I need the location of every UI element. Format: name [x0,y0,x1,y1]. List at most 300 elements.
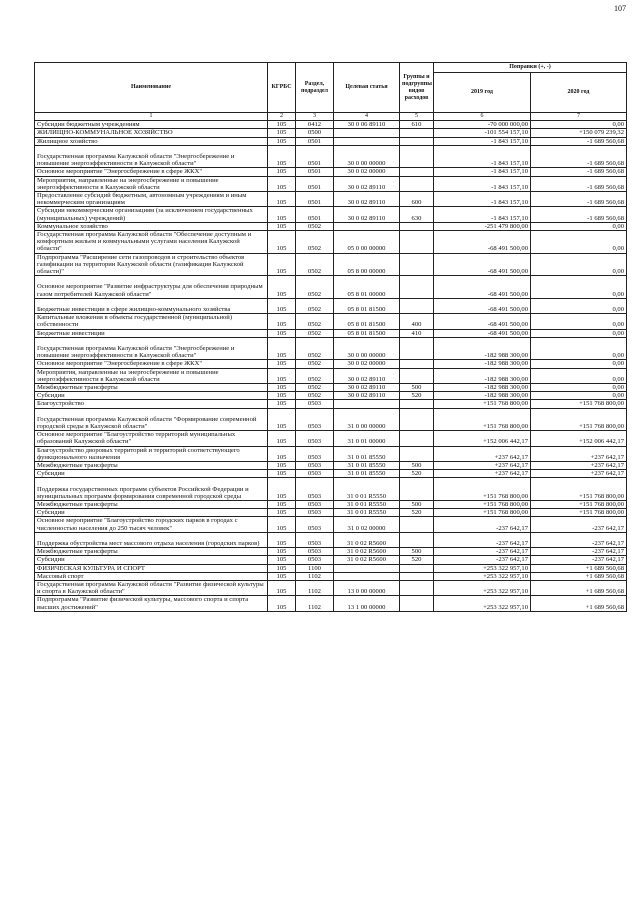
row-name: Субсидии [35,392,268,400]
row-razdel: 0503 [296,548,334,556]
row-amount-2019: +237 642,17 [434,462,531,470]
table-row [35,231,627,254]
row-target: 30 0 02 89110 [334,207,400,222]
row-target: 30 0 02 89110 [334,192,400,207]
row-amount-2019: -1 843 157,10 [434,145,531,168]
row-amount-2020: +151 768 800,00 [531,501,627,509]
row-kgrbs: 105 [268,408,296,431]
row-kgrbs: 105 [268,129,296,137]
row-group [400,408,434,431]
row-kgrbs: 105 [268,207,296,222]
row-target: 30 0 02 00000 [334,168,400,176]
row-amount-2019: -237 642,17 [434,532,531,547]
row-kgrbs: 105 [268,581,296,596]
row-razdel: 0502 [296,222,334,230]
row-amount-2019: +151 768 800,00 [434,408,531,431]
row-target: 13 0 00 00000 [334,581,400,596]
row-razdel: 0500 [296,129,334,137]
table-row [35,509,627,517]
row-target: 30 0 02 89110 [334,176,400,191]
table-row [35,314,627,329]
table-row [35,121,627,129]
row-target: 30 0 00 00000 [334,337,400,360]
row-amount-2020: 0,00 [531,360,627,368]
row-name: Жилищное хозяйство [35,137,268,145]
column-index: 6 [434,113,531,121]
row-kgrbs: 105 [268,145,296,168]
row-group [400,231,434,254]
row-kgrbs: 105 [268,253,296,276]
row-amount-2020: -1 689 560,68 [531,168,627,176]
row-amount-2019: +151 768 800,00 [434,509,531,517]
row-amount-2019: -182 988 300,00 [434,392,531,400]
column-index: 4 [334,113,400,121]
row-target: 31 0 01 85550 [334,462,400,470]
row-amount-2020: 0,00 [531,121,627,129]
column-index-row [35,113,627,121]
table-row [35,253,627,276]
row-razdel: 0502 [296,337,334,360]
row-target: 05 8 01 00000 [334,276,400,299]
row-group: 400 [400,314,434,329]
row-razdel: 0502 [296,276,334,299]
table-row [35,384,627,392]
row-amount-2019: -68 491 500,00 [434,253,531,276]
row-razdel: 0501 [296,192,334,207]
row-target [334,137,400,145]
row-name: Государственная программа Калужской области "Энергосбережение и повышение энергоэффективности в Калужской области" [35,337,268,360]
row-target: 05 8 01 81500 [334,329,400,337]
row-name: Массовый спорт [35,572,268,580]
row-group [400,129,434,137]
row-kgrbs: 105 [268,222,296,230]
row-name: Бюджетные инвестиции в сфере жилищно-коммунального хозяйства [35,298,268,313]
row-kgrbs: 105 [268,556,296,564]
row-razdel: 0503 [296,408,334,431]
table-row [35,564,627,572]
row-name: Подпрограмма "Развитие физической культуры, массового спорта и спорта высших достижений" [35,596,268,611]
row-razdel: 0501 [296,145,334,168]
row-amount-2020: +151 768 800,00 [531,478,627,501]
row-group [400,168,434,176]
row-amount-2020: +150 079 239,32 [531,129,627,137]
row-razdel: 0503 [296,478,334,501]
row-target: 05 8 01 81500 [334,314,400,329]
row-target: 30 0 00 00000 [334,145,400,168]
row-amount-2020: 0,00 [531,276,627,299]
row-group [400,517,434,532]
row-kgrbs: 105 [268,329,296,337]
row-kgrbs: 105 [268,176,296,191]
column-index: 3 [296,113,334,121]
table-row [35,431,627,446]
header-target: Целевая статья [334,63,400,113]
row-razdel: 1102 [296,596,334,611]
row-group: 500 [400,384,434,392]
row-amount-2020: 0,00 [531,314,627,329]
row-kgrbs: 105 [268,368,296,383]
row-group: 520 [400,392,434,400]
row-amount-2019: -182 988 300,00 [434,360,531,368]
row-target: 05 0 00 00000 [334,231,400,254]
table-row [35,572,627,580]
row-target: 31 0 02 R5600 [334,556,400,564]
row-razdel: 0502 [296,329,334,337]
row-amount-2020: 0,00 [531,337,627,360]
row-group [400,137,434,145]
row-name: Мероприятия, направленные на энергосбережение и повышение энергоэффективности в Калужской области [35,176,268,191]
row-target: 31 0 01 85550 [334,470,400,478]
row-kgrbs: 105 [268,462,296,470]
column-index: 2 [268,113,296,121]
row-target: 31 0 02 00000 [334,517,400,532]
row-razdel: 0503 [296,470,334,478]
row-kgrbs: 105 [268,298,296,313]
row-amount-2020: -1 689 560,68 [531,207,627,222]
header-groups: Группы и подгруппы видов расходов [400,63,434,113]
row-target: 30 0 02 89110 [334,392,400,400]
table-row [35,517,627,532]
row-kgrbs: 105 [268,509,296,517]
row-target: 30 0 02 89110 [334,368,400,383]
row-group: 520 [400,556,434,564]
row-name: Государственная программа Калужской области "Обеспечение доступным и комфортным жильем и коммунальными услугами населения Калужской области" [35,231,268,254]
row-name: Подпрограмма "Расширение сети газопроводов и строительство объектов газификации на территории Калужской области (газификация Калужской области)" [35,253,268,276]
row-name: Основное мероприятие "Развитие инфраструктуры для обеспечения природным газом потребителей Калужской области" [35,276,268,299]
table-row [35,408,627,431]
row-name: Межбюджетные трансферты [35,462,268,470]
row-kgrbs: 105 [268,572,296,580]
row-name: Основное мероприятие "Энергосбережение в сфере ЖКХ" [35,360,268,368]
row-kgrbs: 105 [268,400,296,408]
row-target: 05 8 00 00000 [334,253,400,276]
row-amount-2019: +151 768 800,00 [434,400,531,408]
row-group: 500 [400,462,434,470]
row-name: Бюджетные инвестиции [35,329,268,337]
row-name: Основное мероприятие "Благоустройство территорий муниципальных образований Калужской области" [35,431,268,446]
row-kgrbs: 105 [268,192,296,207]
row-kgrbs: 105 [268,360,296,368]
row-kgrbs: 105 [268,314,296,329]
row-name: Поддержка обустройства мест массового отдыха населения (городских парков) [35,532,268,547]
row-amount-2019: -70 000 000,00 [434,121,531,129]
row-razdel: 0502 [296,298,334,313]
row-group [400,145,434,168]
row-amount-2020: +1 689 560,68 [531,564,627,572]
row-amount-2019: -237 642,17 [434,548,531,556]
row-name: Поддержка государственных программ субъектов Российской Федерации и муниципальных программ формирования современной городской среды [35,478,268,501]
row-amount-2019: +253 322 957,10 [434,564,531,572]
table-row [35,360,627,368]
row-name: Субсидии [35,556,268,564]
row-amount-2019: +151 768 800,00 [434,501,531,509]
row-amount-2020: +1 689 560,68 [531,572,627,580]
table-row [35,222,627,230]
row-amount-2020: -1 689 560,68 [531,192,627,207]
header-amendments: Поправки (+, -) [434,63,627,73]
row-razdel: 0503 [296,431,334,446]
row-name: Межбюджетные трансферты [35,548,268,556]
row-group [400,532,434,547]
row-razdel: 0503 [296,501,334,509]
row-amount-2020: +1 689 560,68 [531,581,627,596]
row-kgrbs: 105 [268,337,296,360]
row-kgrbs: 105 [268,478,296,501]
row-amount-2020: +151 768 800,00 [531,509,627,517]
row-group: 500 [400,548,434,556]
row-razdel: 0502 [296,360,334,368]
row-razdel: 1102 [296,572,334,580]
row-razdel: 0502 [296,384,334,392]
row-amount-2019: -1 843 157,10 [434,137,531,145]
row-kgrbs: 105 [268,231,296,254]
table-row [35,137,627,145]
row-kgrbs: 105 [268,431,296,446]
row-name: Субсидии бюджетным учреждениям [35,121,268,129]
row-amount-2020: +237 642,17 [531,462,627,470]
row-target: 31 0 01 R5550 [334,478,400,501]
row-amount-2020: -1 689 560,68 [531,145,627,168]
row-razdel: 0503 [296,462,334,470]
row-razdel: 0502 [296,253,334,276]
row-amount-2019: +151 768 800,00 [434,478,531,501]
row-name: Субсидии некоммерческим организациям (за исключением государственных (муниципальных) учреждений) [35,207,268,222]
row-group: 520 [400,509,434,517]
row-amount-2020: 0,00 [531,253,627,276]
row-razdel: 0503 [296,446,334,461]
row-kgrbs: 105 [268,470,296,478]
table-row [35,392,627,400]
row-target: 05 8 01 81500 [334,298,400,313]
row-kgrbs: 105 [268,446,296,461]
row-razdel: 0501 [296,168,334,176]
row-group [400,360,434,368]
row-razdel: 1102 [296,581,334,596]
row-amount-2020: 0,00 [531,298,627,313]
row-group [400,176,434,191]
row-amount-2019: -237 642,17 [434,517,531,532]
row-target [334,564,400,572]
column-index: 5 [400,113,434,121]
table-row [35,548,627,556]
row-razdel: 0501 [296,207,334,222]
table-row [35,400,627,408]
table-row [35,176,627,191]
row-target: 31 0 01 85550 [334,446,400,461]
row-kgrbs: 105 [268,548,296,556]
table-row [35,462,627,470]
row-group: 600 [400,192,434,207]
row-amount-2019: +152 006 442,17 [434,431,531,446]
row-amount-2019: -1 843 157,10 [434,176,531,191]
table-row [35,581,627,596]
table-row [35,207,627,222]
row-name: Межбюджетные трансферты [35,384,268,392]
row-name: Основное мероприятие "Энергосбережение в сфере ЖКХ" [35,168,268,176]
row-group [400,564,434,572]
row-kgrbs: 105 [268,137,296,145]
table-row [35,478,627,501]
table-row [35,556,627,564]
table-row [35,192,627,207]
row-name: Межбюджетные трансферты [35,501,268,509]
row-amount-2019: -101 554 157,10 [434,129,531,137]
row-razdel: 0502 [296,231,334,254]
row-kgrbs: 105 [268,596,296,611]
header-2020: 2020 год [531,73,627,113]
row-group [400,276,434,299]
row-amount-2020: 0,00 [531,384,627,392]
row-name: Субсидии [35,470,268,478]
row-group [400,596,434,611]
table-row [35,145,627,168]
row-target: 31 0 01 00000 [334,431,400,446]
row-amount-2019: -182 988 300,00 [434,337,531,360]
row-group [400,337,434,360]
row-amount-2020: 0,00 [531,368,627,383]
row-target [334,129,400,137]
row-amount-2020: +151 768 800,00 [531,408,627,431]
row-target: 13 1 00 00000 [334,596,400,611]
table-row [35,446,627,461]
row-group [400,572,434,580]
row-group [400,253,434,276]
row-razdel: 0503 [296,400,334,408]
row-group [400,400,434,408]
row-name: Предоставление субсидий бюджетным, автономным учреждениям и иным некоммерческим организациям [35,192,268,207]
row-amount-2019: -68 491 500,00 [434,314,531,329]
page-number: 107 [614,4,626,13]
row-group: 500 [400,501,434,509]
row-group [400,222,434,230]
row-name: Субсидии [35,509,268,517]
column-index: 7 [531,113,627,121]
row-target: 31 0 01 R5550 [334,501,400,509]
row-group [400,581,434,596]
row-amount-2020: 0,00 [531,329,627,337]
row-kgrbs: 105 [268,392,296,400]
row-amount-2020: -1 689 560,68 [531,176,627,191]
row-group [400,368,434,383]
row-kgrbs: 105 [268,501,296,509]
row-kgrbs: 105 [268,168,296,176]
row-razdel: 0501 [296,137,334,145]
row-target: 31 0 02 R5600 [334,548,400,556]
row-amount-2020: 0,00 [531,392,627,400]
row-target: 31 0 00 00000 [334,408,400,431]
row-kgrbs: 105 [268,532,296,547]
row-amount-2019: +253 322 957,10 [434,572,531,580]
row-name: ЖИЛИЩНО-КОММУНАЛЬНОЕ ХОЗЯЙСТВО [35,129,268,137]
row-razdel: 0503 [296,532,334,547]
row-razdel: 1100 [296,564,334,572]
row-amount-2020: +237 642,17 [531,446,627,461]
row-name: Государственная программа Калужской области "Развитие физической культуры и спорта в Калужской области" [35,581,268,596]
row-amount-2019: -68 491 500,00 [434,276,531,299]
header-razdel: Раздел, подраздел [296,63,334,113]
header-name: Наименование [35,63,268,113]
row-amount-2020: -237 642,17 [531,532,627,547]
row-group: 630 [400,207,434,222]
row-razdel: 0501 [296,176,334,191]
row-name: Капитальные вложения в объекты государственной (муниципальной) собственности [35,314,268,329]
row-razdel: 0502 [296,392,334,400]
row-amount-2019: -68 491 500,00 [434,231,531,254]
row-amount-2020: +152 006 442,17 [531,431,627,446]
row-razdel: 0502 [296,368,334,383]
column-index: 1 [35,113,268,121]
row-amount-2019: +253 322 957,10 [434,596,531,611]
row-target: 30 0 02 00000 [334,360,400,368]
row-amount-2020: -1 689 560,68 [531,137,627,145]
header-kgrbs: КГРБС [268,63,296,113]
row-amount-2019: -68 491 500,00 [434,298,531,313]
row-name: Государственная программа Калужской области "Формирование современной городской среды в Калужской области" [35,408,268,431]
row-target: 31 0 02 R5600 [334,532,400,547]
table-row [35,337,627,360]
row-group: 410 [400,329,434,337]
row-razdel: 0502 [296,314,334,329]
row-target: 30 0 06 89110 [334,121,400,129]
row-amount-2019: -251 479 800,00 [434,222,531,230]
row-name: Государственная программа Калужской области "Энергосбережение и повышение энергоэффективности в Калужской области" [35,145,268,168]
table-row [35,298,627,313]
table-row [35,596,627,611]
table-row [35,329,627,337]
row-target [334,572,400,580]
table-row [35,168,627,176]
row-group: 520 [400,470,434,478]
row-amount-2020: +1 689 560,68 [531,596,627,611]
row-name: Основное мероприятие "Благоустройство городских парков в городах с численностью населения до 250 тысяч человек" [35,517,268,532]
row-amount-2019: +237 642,17 [434,446,531,461]
row-amount-2019: -237 642,17 [434,556,531,564]
row-target: 30 0 02 89110 [334,384,400,392]
row-target [334,400,400,408]
row-razdel: 0503 [296,556,334,564]
row-amount-2020: 0,00 [531,231,627,254]
row-amount-2019: -68 491 500,00 [434,329,531,337]
row-amount-2019: +237 642,17 [434,470,531,478]
row-name: Коммунальное хозяйство [35,222,268,230]
table-row [35,276,627,299]
row-kgrbs: 105 [268,517,296,532]
row-amount-2019: -182 988 300,00 [434,384,531,392]
row-amount-2020: 0,00 [531,222,627,230]
row-amount-2020: +237 642,17 [531,470,627,478]
row-amount-2020: -237 642,17 [531,548,627,556]
row-razdel: 0503 [296,517,334,532]
row-kgrbs: 105 [268,121,296,129]
row-amount-2019: -182 988 300,00 [434,368,531,383]
row-amount-2020: +151 768 800,00 [531,400,627,408]
row-name: Мероприятия, направленные на энергосбережение и повышение энергоэффективности в Калужской области [35,368,268,383]
row-amount-2020: -237 642,17 [531,556,627,564]
row-amount-2019: +253 322 957,10 [434,581,531,596]
row-group: 610 [400,121,434,129]
row-target [334,222,400,230]
row-kgrbs: 105 [268,384,296,392]
row-kgrbs: 105 [268,276,296,299]
row-name: Благоустройство [35,400,268,408]
budget-amendments-table [34,62,627,612]
table-row [35,470,627,478]
row-amount-2019: -1 843 157,10 [434,207,531,222]
row-amount-2020: -237 642,17 [531,517,627,532]
table-row [35,129,627,137]
row-target: 31 0 01 R5550 [334,509,400,517]
row-group [400,478,434,501]
